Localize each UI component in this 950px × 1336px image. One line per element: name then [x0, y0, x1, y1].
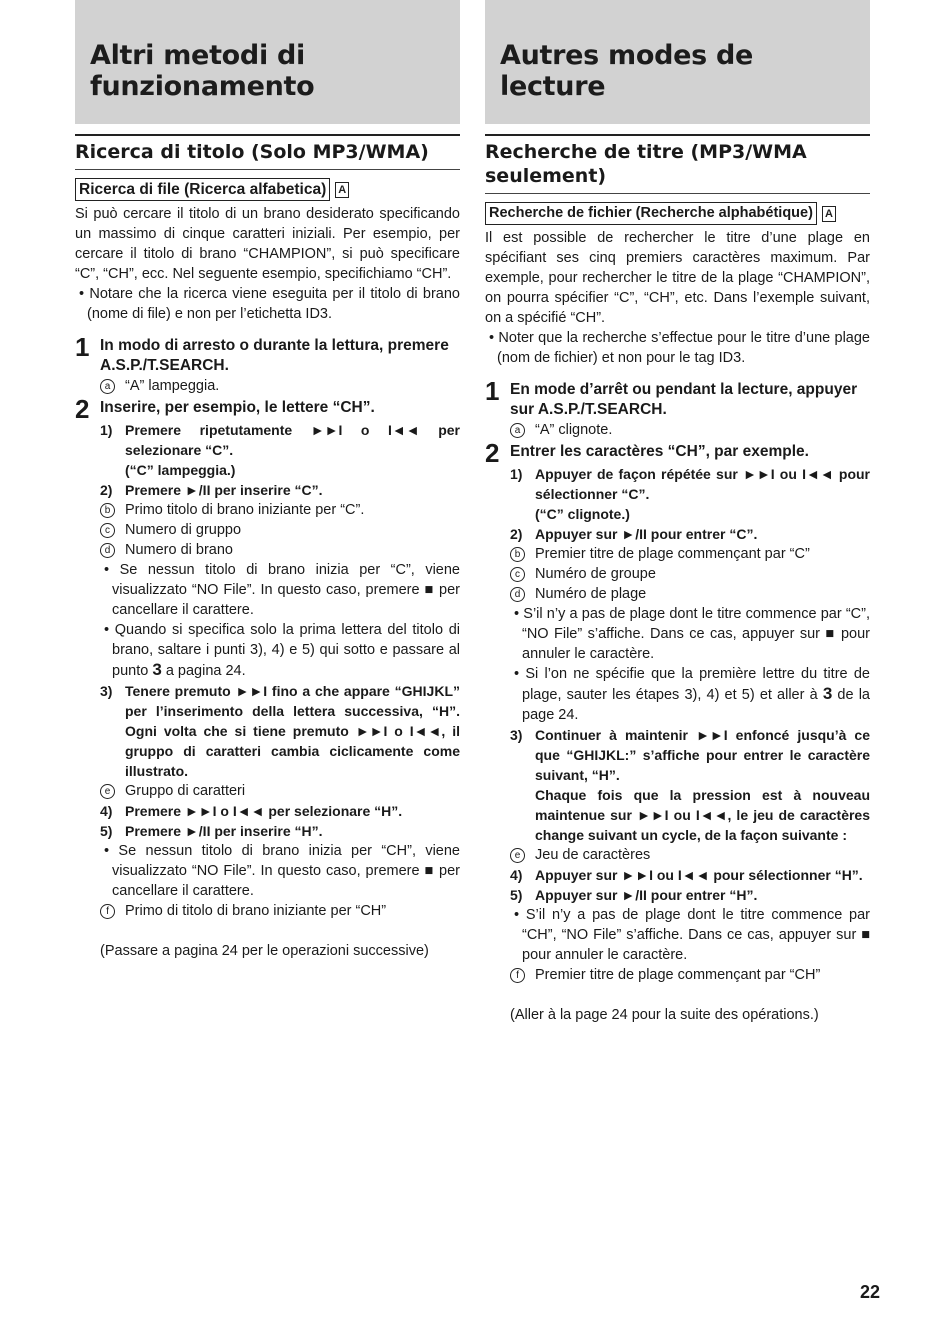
substep-2: 2) Premere ►/II per inserire “C”. [100, 482, 323, 498]
step-2: 2 Entrer les caractères “CH”, par exemple. [485, 438, 809, 468]
note-bullet: • Quando si specifica solo la prima lettera del titolo di brano, saltare i punti 3), 4) e 5) qui sotto e passare al punto 3 a pagina 24. [104, 622, 460, 679]
callout-c: c Numéro de groupe [510, 564, 870, 584]
callout-b: b Primo titolo di brano iniziante per “C”. [100, 500, 460, 520]
note-bullet: • S’il n’y a pas de plage dont le titre commence par “CH”, “NO File” s’affiche. Dans ce cas, appuyer sur ■ pour annuler le caractère. [514, 907, 870, 963]
callout-mark: c [510, 567, 525, 582]
section-heading: Ricerca di titolo (Solo MP3/WMA) [75, 140, 460, 170]
note-bullet: • Se nessun titolo di brano inizia per “CH”, viene visualizzato “NO File”. In questo caso, premere ■ per cancellare il carattere. [104, 843, 460, 899]
callout-mark: d [510, 587, 525, 602]
note-bullet: • Noter que la recherche s’effectue pour le titre d’une plage (nom de fichier) et non pour le tag ID3. [489, 330, 870, 366]
callout-mark: e [100, 784, 115, 799]
callout-f: f Premier titre de plage commençant par “CH” [510, 965, 870, 985]
note-bullet: • Se nessun titolo di brano inizia per “C”, viene visualizzato “NO File”. In questo caso, premere ■ per cancellare il carattere. [104, 562, 460, 618]
callout-e: e Jeu de caractères [510, 845, 870, 865]
callout-d: d Numéro de plage [510, 584, 870, 604]
callout-mark: f [510, 968, 525, 983]
note-bullet: • S’il n’y a pas de plage dont le titre commence par “C”, “NO File” s’affiche. Dans ce cas, appuyer sur ■ pour annuler le caractère. [514, 606, 870, 662]
section-rule [485, 134, 870, 136]
callout-mark: f [100, 904, 115, 919]
substep-2: 2) Appuyer sur ►/II pour entrer “C”. [510, 526, 758, 542]
callout-b: b Premier titre de plage commençant par “C” [510, 544, 870, 564]
italian-column [75, 0, 460, 961]
callout-mark: a [100, 379, 115, 394]
callout-mark: b [510, 547, 525, 562]
callout-mark: e [510, 848, 525, 863]
page-title-french: Autres modes de lecture [500, 40, 754, 102]
substep-4: 4) Appuyer sur ►►I ou I◄◄ pour sélectionner “H”. [510, 867, 863, 883]
callout-mark: c [100, 523, 115, 538]
callout-a: a “A” clignote. [510, 420, 870, 440]
callout-d: d Numero di brano [100, 540, 460, 560]
subheading-row [485, 202, 870, 225]
step-1: 1 In modo di arresto o durante la lettura, premere A.S.P./T.SEARCH. [75, 332, 449, 374]
step-2: 2 Inserire, per esempio, le lettere “CH”. [75, 394, 375, 424]
substep-1: 1) Appuyer de façon répétée sur ►►I ou I◄◄ pour sélectionner “C”. (“C” clignote.) [510, 466, 870, 522]
figure-ref-a: A [335, 182, 349, 198]
substep-1: 1) Premere ripetutamente ►►I o I◄◄ per selezionare “C”. (“C” lampeggia.) [100, 422, 460, 478]
title-band-french [485, 0, 870, 124]
callout-mark: a [510, 423, 525, 438]
substep-3: 3) Tenere premuto ►►I fino a che appare “GHIJKL” per l’inserimento della lettera successiva, “H”. Ogni volta che si tiene premuto ►►I o I◄◄, il gruppo di caratteri cambia ciclicamente come illustrato. [100, 683, 460, 779]
section-heading: Recherche de titre (MP3/WMA seulement) [485, 140, 870, 194]
subheading: Recherche de fichier (Recherche alphabétique) [485, 202, 817, 225]
figure-ref-a: A [822, 206, 836, 222]
subheading: Ricerca di file (Ricerca alfabetica) [75, 178, 330, 201]
substep-5: 5) Appuyer sur ►/II pour entrer “H”. [510, 887, 758, 903]
continue-note: (Aller à la page 24 pour la suite des opérations.) [510, 1007, 819, 1023]
step-1: 1 En mode d’arrêt ou pendant la lecture, appuyer sur A.S.P./T.SEARCH. [485, 376, 858, 418]
callout-c: c Numero di gruppo [100, 520, 460, 540]
callout-a: a “A” lampeggia. [100, 376, 460, 396]
callout-f: f Primo di titolo di brano iniziante per “CH” [100, 901, 460, 921]
intro-paragraph: Il est possible de rechercher le titre d’une plage en spécifiant ses cinq premiers caractères maximum. Par exemple, pour rechercher le titre de la plage “CHAMPION”, on pourra spécifier “C”, “CH”, etc. Dans l’exemple suivant, on a spécifié “CH”. [485, 230, 870, 326]
continue-note: (Passare a pagina 24 per le operazioni successive) [100, 943, 429, 959]
note-bullet: • Notare che la ricerca viene eseguita per il titolo di brano (nome di file) e non per l’etichetta ID3. [79, 286, 460, 322]
callout-e: e Gruppo di caratteri [100, 781, 460, 801]
french-column [485, 0, 870, 1025]
page-title-italian: Altri metodi di funzionamento [90, 40, 315, 102]
substep-5: 5) Premere ►/II per inserire “H”. [100, 823, 323, 839]
note-bullet: • Si l’on ne spécifie que la première lettre du titre de plage, sauter les étapes 3), 4) et 5) et aller à 3 de la page 24. [514, 666, 870, 723]
substep-3: 3) Continuer à maintenir ►►I enfoncé jusqu’à ce que “GHIJKL:” s’affiche pour entrer le caractère suivant, “H”. Chaque fois que la pression est à nouveau maintenue sur ►►I ou I◄◄, le jeu de caractères change suivant un cycle, de la façon suivante : [510, 727, 870, 843]
section-rule [75, 134, 460, 136]
substep-4: 4) Premere ►►I o I◄◄ per selezionare “H”. [100, 803, 403, 819]
subheading-row [75, 178, 460, 201]
page-number: 22 [860, 1282, 881, 1302]
callout-mark: d [100, 543, 115, 558]
callout-mark: b [100, 503, 115, 518]
title-band-italian [75, 0, 460, 124]
intro-paragraph: Si può cercare il titolo di un brano desiderato specificando un massimo di cinque caratteri iniziali. Per esempio, per cercare il titolo di brano “CHAMPION”, si può specificare “C”, “CH”, ecc. Nel seguente esempio, specifichiamo “CH”. [75, 206, 460, 282]
